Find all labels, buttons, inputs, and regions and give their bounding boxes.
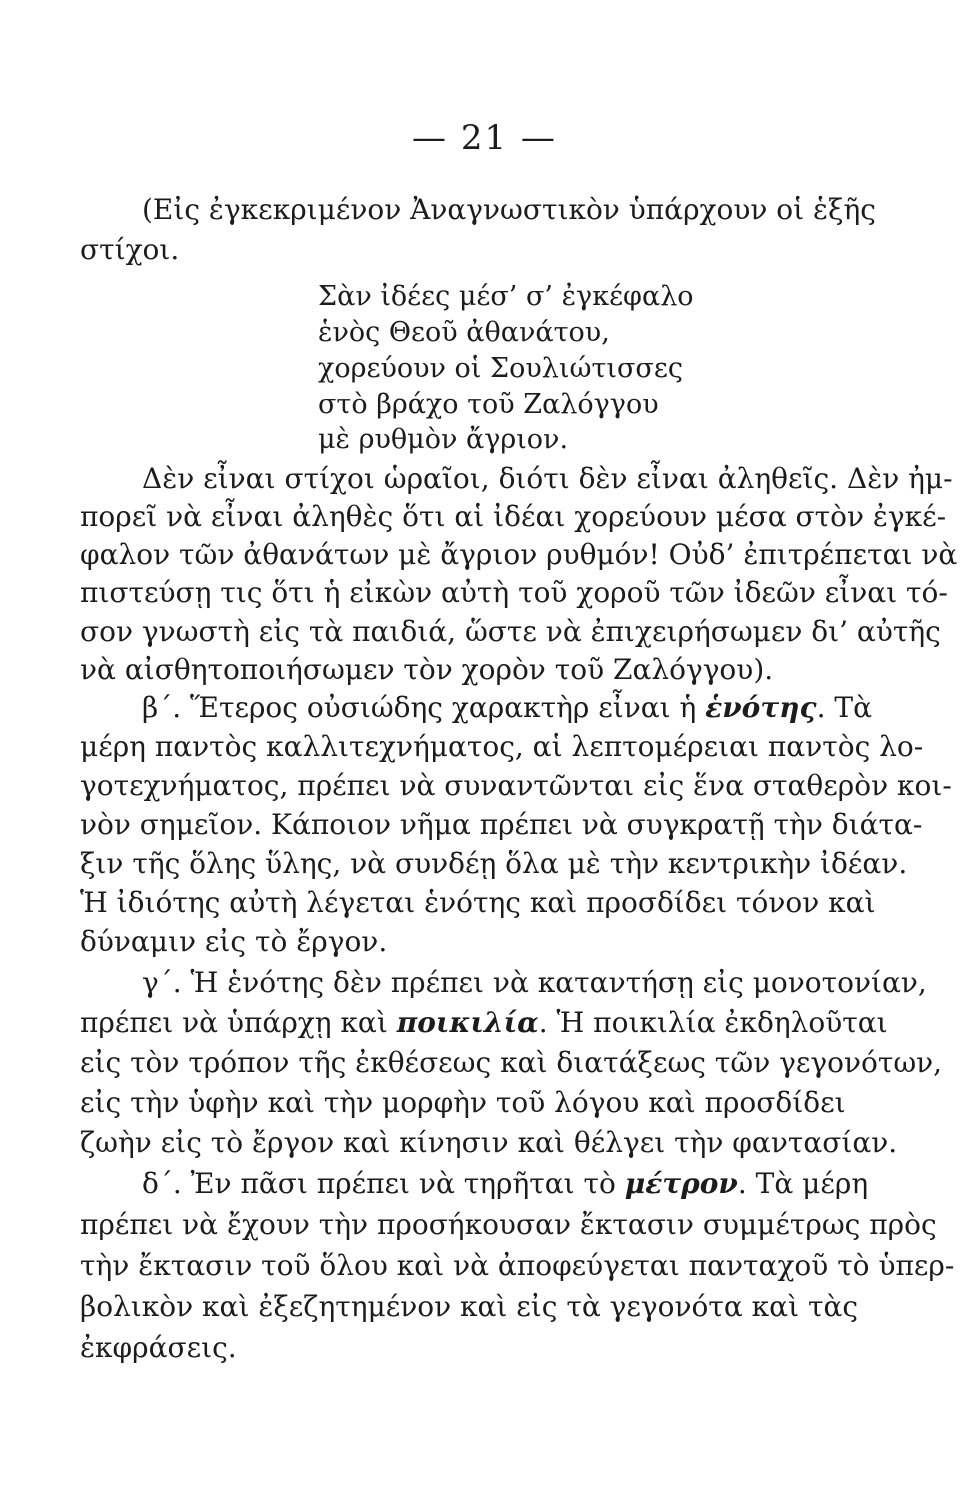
paragraph-line: εἰς τὸν τρόπον τῆς ἐκθέσεως καὶ διατάξεως τῶν γεγονότων, <box>80 1046 943 1079</box>
intro-line: στίχοι. <box>80 233 180 266</box>
verse-line: μὲ ρυθμὸν ἄγριον. <box>318 424 569 455</box>
paragraph-line: νὰ αἰσθητοποιήσωμεν τὸν χορὸν τοῦ Ζαλόγγου). <box>80 653 774 686</box>
paragraph-line: μέρη παντὸς καλλιτεχνήματος, αἱ λεπτομέρειαι παντὸς λο- <box>80 730 924 763</box>
intro-line: (Εἰς ἐγκεκριμένον Ἀναγνωστικὸν ὑπάρχουν οἱ ἑξῆς <box>142 193 876 226</box>
paragraph-text: . Τὰ <box>816 691 872 724</box>
paragraph-line: φαλον τῶν ἀθανάτων μὲ ἄγριον ρυθμόν! Οὐδ’ ἐπιτρέπεται νὰ <box>80 538 958 571</box>
paragraph-text: β΄. Ἕτερος οὐσιώδης χαρακτὴρ εἶναι ἡ <box>142 691 706 724</box>
paragraph-line: ξιν τῆς ὅλης ὕλης, νὰ συνδέῃ ὅλα μὲ τὴν κεντρικὴν ἰδέαν. <box>80 847 908 880</box>
paragraph-line: εἰς τὴν ὑφὴν καὶ τὴν μορφὴν τοῦ λόγου καὶ προσδίδει <box>80 1086 846 1119</box>
paragraph-line <box>142 1164 869 1204</box>
paragraph-line: πρέπει νὰ ἔχουν τὴν προσήκουσαν ἔκτασιν συμμέτρως πρὸς <box>80 1208 937 1241</box>
emphasis-term: ποικιλία <box>396 1006 539 1039</box>
verse-line: στὸ βράχο τοῦ Ζαλόγγου <box>318 389 659 420</box>
paragraph-line: γοτεχνήματος, πρέπει νὰ συναντῶνται εἰς ἕνα σταθερὸν κοι- <box>80 769 952 802</box>
paragraph-line: ζωὴν εἰς τὸ ἔργον καὶ κίνησιν καὶ θέλγει τὴν φαντασίαν. <box>80 1126 898 1159</box>
verse-line: ἑνὸς Θεοῦ ἀθανάτου, <box>318 317 610 348</box>
paragraph-text: . Τὰ μέρη <box>737 1167 869 1200</box>
emphasis-term: μέτρον <box>624 1167 738 1200</box>
paragraph-text: πρέπει νὰ ὑπάρχῃ καὶ <box>80 1006 397 1039</box>
paragraph-line <box>142 688 872 728</box>
paragraph-line: πορεῖ νὰ εἶναι ἀληθὲς ὅτι αἱ ἰδέαι χορεύουν μέσα στὸν ἐγκέ- <box>80 500 947 533</box>
paragraph-line <box>80 1003 888 1043</box>
paragraph-line: γ΄. Ἡ ἑνότης δὲν πρέπει νὰ καταντήσῃ εἰς μονοτονίαν, <box>142 966 927 999</box>
verse-line: χορεύουν οἱ Σουλιώτισσες <box>318 353 683 384</box>
paragraph-line: σον γνωστὴ εἰς τὰ παιδιά, ὥστε νὰ ἐπιχειρήσωμεν δι’ αὐτῆς <box>80 615 941 648</box>
page-number: — 21 — <box>412 118 557 158</box>
paragraph-line: δύναμιν εἰς τὸ ἔργον. <box>80 925 388 958</box>
verse-line: Σὰν ἰδέες μέσ’ σ’ ἐγκέφαλο <box>318 281 694 312</box>
paragraph-text: . Ἡ ποικιλία ἐκδηλοῦται <box>538 1006 888 1039</box>
paragraph-line: ἐκφράσεις. <box>80 1331 237 1364</box>
paragraph-line: τὴν ἔκτασιν τοῦ ὅλου καὶ νὰ ἀποφεύγεται πανταχοῦ τὸ ὑπερ- <box>80 1249 955 1282</box>
emphasis-term: ἑνότης <box>705 691 817 724</box>
paragraph-line: Ἡ ἰδιότης αὐτὴ λέγεται ἑνότης καὶ προσδίδει τόνον καὶ <box>80 886 876 919</box>
paragraph-line: νὸν σημεῖον. Κάποιον νῆμα πρέπει νὰ συγκρατῇ τὴν διάτα- <box>80 808 923 841</box>
paragraph-line: Δὲν εἶναι στίχοι ὡραῖοι, διότι δὲν εἶναι ἀληθεῖς. Δὲν ἠμ- <box>142 462 953 495</box>
paragraph-line: πιστεύσῃ τις ὅτι ἡ εἰκὼν αὐτὴ τοῦ χοροῦ τῶν ἰδεῶν εἶναι τό- <box>80 576 948 609</box>
paragraph-text: δ΄. Ἐν πᾶσι πρέπει νὰ τηρῆται τὸ <box>142 1167 625 1200</box>
paragraph-line: βολικὸν καὶ ἐξεζητημένον καὶ εἰς τὰ γεγονότα καὶ τὰς <box>80 1290 859 1323</box>
